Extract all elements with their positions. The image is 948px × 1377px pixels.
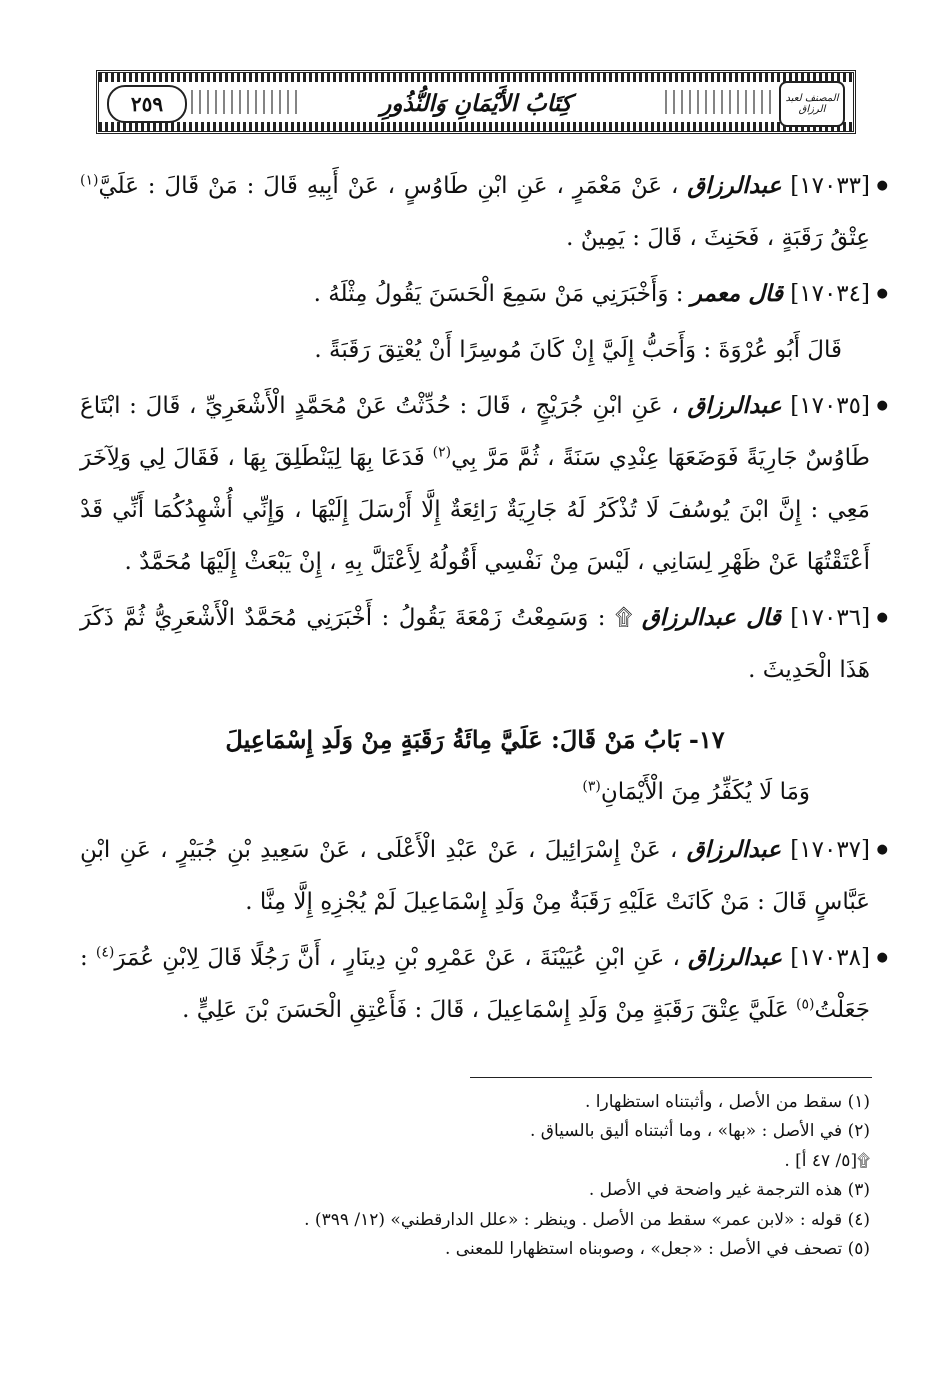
header-border-top bbox=[99, 73, 853, 82]
hadith-17036 bbox=[80, 592, 870, 696]
running-header bbox=[96, 70, 856, 134]
chapter-subtitle bbox=[80, 766, 870, 818]
footnote-1: (١) سقط من الأصل ، وأثبتناه استظهارا . bbox=[584, 1092, 870, 1112]
chapter-subtitle-text: وَمَا لَا يُكَفِّرُ مِنَ الْأَيْمَانِ bbox=[600, 779, 810, 805]
hadith-17033 bbox=[80, 160, 870, 264]
hadith-attribution: عبدالرزاق bbox=[687, 172, 782, 199]
footnote-ref: (٤) bbox=[95, 944, 115, 961]
hadith-17038 bbox=[80, 932, 870, 1036]
hadith-text: ، عَنْ مَعْمَرٍ ، عَنِ ابْنِ طَاوُسٍ ، عَنْ أَبِيهِ قَالَ : مَنْ قَالَ : عَلَيَّ bbox=[98, 173, 679, 199]
header-ornament-left bbox=[191, 90, 301, 114]
hadith-text-cont: عِتْقُ رَقَبَةٍ ، فَحَنِثَ ، قَالَ : يَمِينٌ . bbox=[566, 225, 870, 251]
hadith-text-cont: عَلَيَّ عِتْقَ رَقَبَةٍ مِنْ وَلَدِ إِسْمَاعِيلَ ، قَالَ : فَأَعْتِقِ الْحَسَنَ بْنَ عَلِيٍّ . bbox=[182, 997, 789, 1023]
hadith-17035 bbox=[80, 380, 870, 588]
main-text bbox=[80, 160, 870, 1040]
hadith-17034 bbox=[80, 268, 870, 320]
commentary bbox=[80, 324, 870, 376]
hadith-number: [١٧٠٣٤] bbox=[790, 281, 870, 307]
footnote-5: (٥) تصحف في الأصل : «جعل» ، وصوبناه استظهارا للمعنى . bbox=[444, 1239, 870, 1260]
hadith-text: ، عَنِ ابْنِ جُرَيْجٍ ، قَالَ : حُدِّثْتُ عَنْ مُحَمَّدٍ الْأَشْعَرِيِّ ، قَالَ : ابْتَاعَ طَاوُسٌ جَارِيَةً فَوَضَعَهَا عِنْدِي سَنَةً ، ثُمَّ مَرَّ بِي bbox=[80, 393, 870, 471]
folio-note: ۩[٥/ ٤٧ أ] . bbox=[784, 1150, 870, 1171]
hadith-attribution: قال معمر bbox=[690, 280, 783, 307]
hadith-text: : وَسَمِعْتُ زَمْعَةَ يَقُولُ : أَخْبَرَنِي مُحَمَّدٌ الْأَشْعَرِيُّ ثُمَّ ذَكَرَ هَذَا الْحَدِيثَ . bbox=[80, 605, 870, 683]
header-ornament-right bbox=[665, 90, 775, 114]
hadith-text-cont: : جَعَلْتُ bbox=[80, 945, 870, 1023]
folio-marker: ۩ bbox=[614, 605, 633, 631]
hadith-attribution: قال عبدالرزاق bbox=[641, 604, 781, 631]
footnote-ref: (٣) bbox=[582, 778, 601, 795]
commentary-text: قَالَ أَبُو عُرْوَةَ : وَأَحَبُّ إِلَيَّ إِنْ كَانَ مُوسِرًا أَنْ يُعْتِقَ رَقَبَةً . bbox=[314, 337, 842, 363]
hadith-text: : وَأَخْبَرَنِي مَنْ سَمِعَ الْحَسَنَ يَقُولُ مِثْلَهُ . bbox=[313, 281, 684, 307]
footnote-divider bbox=[470, 1077, 872, 1078]
hadith-text: ، عَنِ ابْنِ عُيَيْنَةَ ، عَنْ عَمْرِو بْنِ دِينَارٍ ، أَنَّ رَجُلًا قَالَ لِابْنِ عُمَرَ bbox=[114, 945, 680, 971]
hadith-attribution: عبدالرزاق bbox=[686, 836, 781, 863]
book-title: كِتَابُ الأَيْمَانِ وَالنُّذُورِ bbox=[380, 89, 572, 117]
footnote-2: (٢) في الأصل : «بها» ، وما أثبتناه أليق بالسياق . bbox=[529, 1121, 870, 1142]
hadith-attribution: عبدالرزاق bbox=[687, 392, 782, 419]
hadith-number: [١٧٠٣٣] bbox=[790, 173, 871, 199]
footnotes bbox=[80, 1088, 870, 1264]
footnote-ref: (٥) bbox=[796, 996, 815, 1013]
hadith-17037 bbox=[80, 824, 870, 928]
hadith-text-cont: فَدَعَا بِهَا لِيَنْطَلِقَ بِهَا ، فَقَالَ لِي وَلِآخَرَ مَعِي : إِنَّ ابْنَ يُوسُفَ لَا تُذْكَرُ لَهُ جَارِيَةٌ رَائِعَةٌ إِلَّا أَرْسَلَ إِلَيْهَا ، وَإِنِّي أُشْهِدُكُمَا أَنِّي قَدْ أَعْتَقْتُهَا عَنْ ظَهْرِ لِسَانِي ، لَيْسَ مِنْ نَفْسِي أَقُولُهُ لِأَعْتَلَّ بِهِ ، إِنْ يَبْعَثْ إِلَيْهَا مُحَمَّدٌ . bbox=[80, 445, 870, 575]
hadith-number: [١٧٠٣٨] bbox=[790, 945, 871, 971]
footnote-4: (٤) قوله : «لابن عمر» سقط من الأصل . وينظر : «علل الدارقطني» (١٢/ ٣٩٩) . bbox=[304, 1209, 870, 1230]
hadith-attribution: عبدالرزاق bbox=[687, 944, 783, 971]
footnote-ref: (٢) bbox=[432, 444, 452, 461]
hadith-number: [١٧٠٣٦] bbox=[790, 605, 871, 631]
chapter-title: ١٧- بَابُ مَنْ قَالَ: عَلَيَّ مِائَةُ رَقَبَةٍ مِنْ وَلَدِ إِسْمَاعِيلَ bbox=[225, 725, 725, 754]
hadith-number: [١٧٠٣٧] bbox=[790, 837, 871, 863]
footnote-ref: (١) bbox=[80, 172, 99, 189]
footnote-3: (٣) هذه الترجمة غير واضحة في الأصل . bbox=[588, 1180, 870, 1201]
publisher-logo: المصنف لعبد الرزاق bbox=[779, 81, 845, 127]
page-number: ٢٥٩ bbox=[107, 85, 187, 123]
hadith-text: ، عَنْ إِسْرَائِيلَ ، عَنْ عَبْدِ الْأَعْلَى ، عَنْ سَعِيدِ بْنِ جُبَيْرٍ ، عَنِ ابْنِ عَبَّاسٍ قَالَ : مَنْ كَانَتْ عَلَيْهِ رَقَبَةٌ مِنْ وَلَدِ إِسْمَاعِيلَ لَمْ يُجْزِهِ إِلَّا مِنَّا . bbox=[80, 837, 870, 915]
hadith-number: [١٧٠٣٥] bbox=[790, 393, 871, 419]
header-border-bottom bbox=[99, 122, 853, 131]
